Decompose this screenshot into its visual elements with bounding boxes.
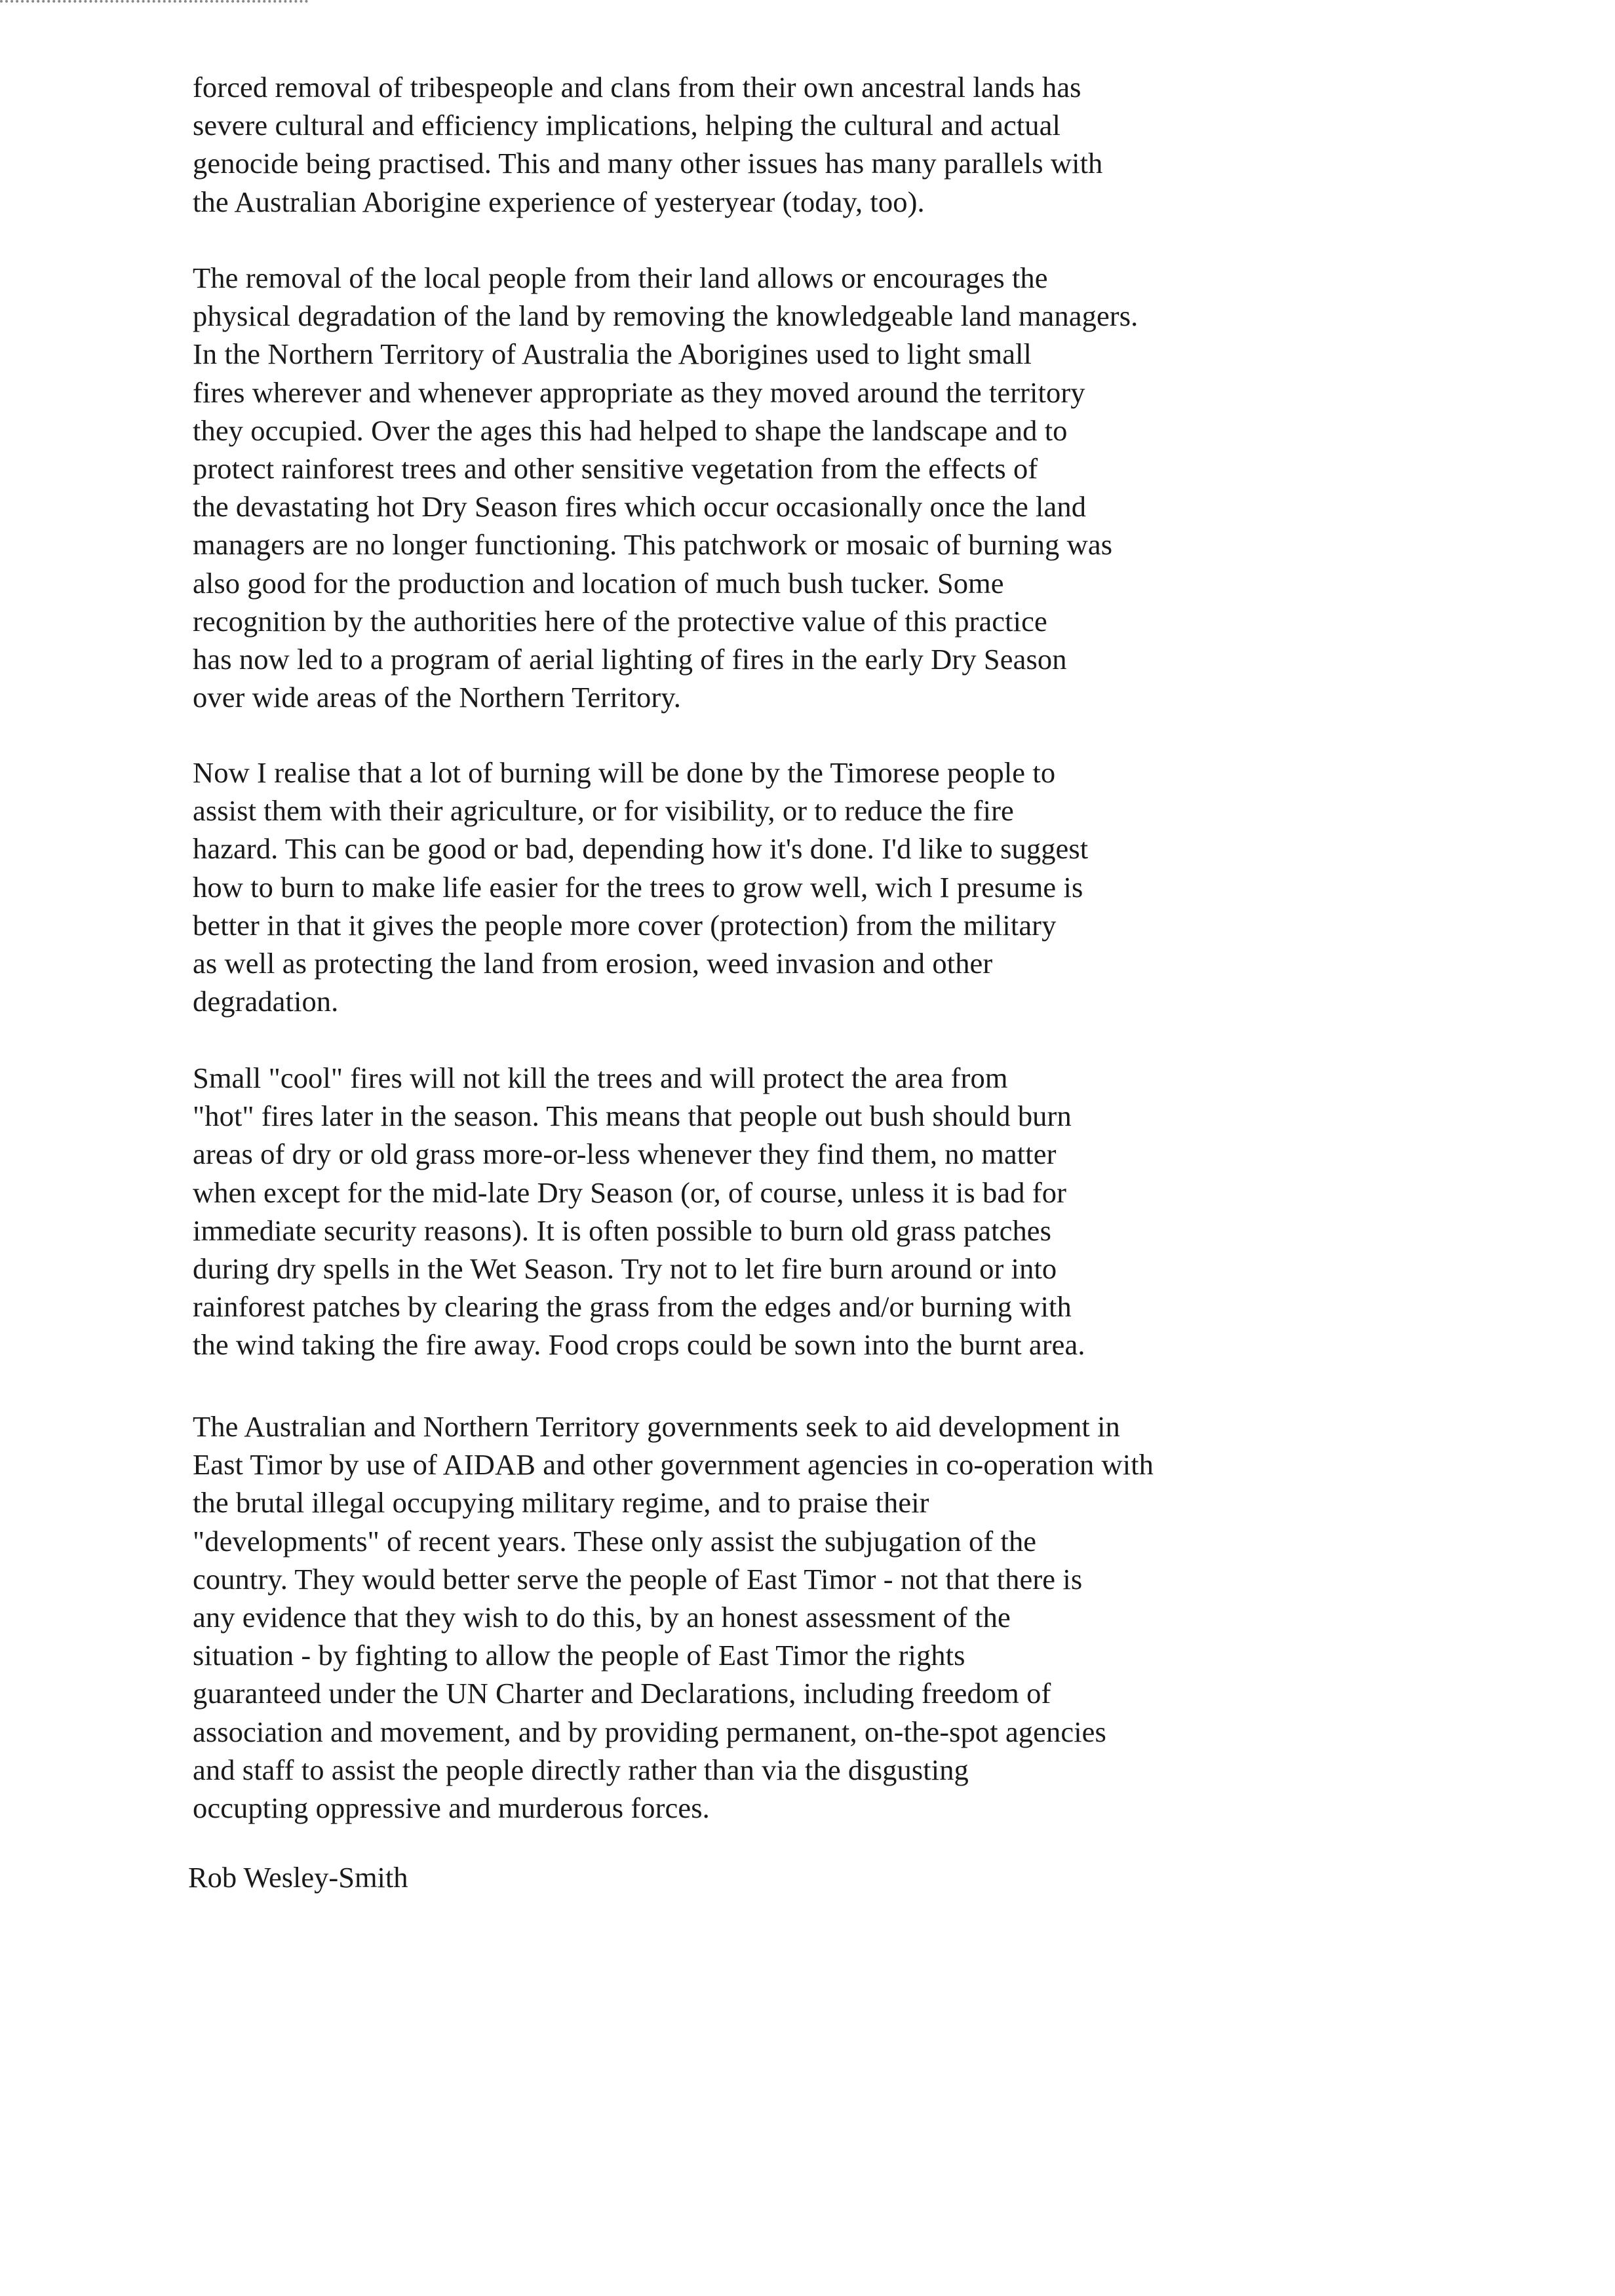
text-line: association and movement, and by providing permanent, on-the-spot agencies — [193, 1715, 1106, 1748]
text-line: forced removal of tribespeople and clans from their own ancestral lands has — [193, 71, 1081, 104]
text-line: during dry spells in the Wet Season. Try not to let fire burn around or into — [193, 1252, 1057, 1286]
scan-artifact — [0, 0, 308, 9]
text-line: the Australian Aborigine experience of yesteryear (today, too). — [193, 185, 925, 218]
text-line: severe cultural and efficiency implications, helping the cultural and actual — [193, 109, 1060, 142]
text-line: any evidence that they wish to do this, by an honest assessment of the — [193, 1601, 1011, 1634]
text-line: when except for the mid-late Dry Season (or, of course, unless it is bad for — [193, 1176, 1067, 1209]
text-line: recognition by the authorities here of the protective value of this practice — [193, 604, 1047, 638]
text-line: over wide areas of the Northern Territory. — [193, 681, 681, 714]
paragraph-4 — [193, 1059, 1085, 1364]
text-line: In the Northern Territory of Australia the Aborigines used to light small — [193, 337, 1032, 371]
text-line: the wind taking the fire away. Food crops could be sown into the burnt area. — [193, 1328, 1085, 1362]
text-line: managers are no longer functioning. This patchwork or mosaic of burning was — [193, 528, 1113, 562]
text-line: Now I realise that a lot of burning will be done by the Timorese people to — [193, 756, 1056, 789]
text-line: better in that it gives the people more cover (protection) from the military — [193, 908, 1057, 942]
text-line: country. They would better serve the people of East Timor - not that there is — [193, 1562, 1083, 1596]
text-line: the brutal illegal occupying military regime, and to praise their — [193, 1486, 929, 1520]
text-line: protect rainforest trees and other sensitive vegetation from the effects of — [193, 452, 1038, 486]
paragraph-1 — [193, 68, 1102, 221]
text-line: also good for the production and location of much bush tucker. Some — [193, 566, 1004, 600]
paragraph-2 — [193, 259, 1138, 716]
text-line: they occupied. Over the ages this had helped to shape the landscape and to — [193, 413, 1068, 447]
text-line: occupting oppressive and murderous forces. — [193, 1791, 710, 1825]
text-line: has now led to a program of aerial lighting of fires in the early Dry Season — [193, 643, 1067, 676]
text-line: physical degradation of the land by removing the knowledgeable land managers. — [193, 299, 1138, 333]
text-line: the devastating hot Dry Season fires which occur occasionally once the land — [193, 490, 1087, 524]
text-line: "hot" fires later in the season. This means that people out bush should burn — [193, 1100, 1072, 1133]
text-line: hazard. This can be good or bad, depending how it's done. I'd like to suggest — [193, 832, 1089, 866]
text-line: immediate security reasons). It is often possible to burn old grass patches — [193, 1214, 1052, 1247]
text-line: degradation. — [193, 985, 339, 1018]
text-line: genocide being practised. This and many other issues has many parallels with — [193, 147, 1103, 180]
signature: Rob Wesley-Smith — [188, 1861, 408, 1894]
text-line: how to burn to make life easier for the trees to grow well, wich I presume is — [193, 870, 1083, 904]
text-line: East Timor by use of AIDAB and other government agencies in co-operation with — [193, 1448, 1154, 1482]
text-line: The Australian and Northern Territory governments seek to aid development in — [193, 1410, 1120, 1443]
text-line: rainforest patches by clearing the grass from the edges and/or burning with — [193, 1290, 1072, 1324]
text-line: areas of dry or old grass more-or-less whenever they find them, no matter — [193, 1138, 1057, 1171]
text-line: assist them with their agriculture, or for visibility, or to reduce the fire — [193, 794, 1014, 828]
text-line: guaranteed under the UN Charter and Declarations, including freedom of — [193, 1677, 1051, 1710]
text-line: and staff to assist the people directly rather than via the disgusting — [193, 1753, 969, 1786]
text-line: fires wherever and whenever appropriate as they moved around the territory — [193, 375, 1085, 409]
text-line: The removal of the local people from their land allows or encourages the — [193, 261, 1048, 294]
text-line: "developments" of recent years. These only assist the subjugation of the — [193, 1524, 1037, 1558]
text-line: situation - by fighting to allow the people of East Timor the rights — [193, 1639, 965, 1672]
paragraph-5 — [193, 1407, 1154, 1827]
text-line: as well as protecting the land from erosion, weed invasion and other — [193, 947, 993, 980]
text-line: Small "cool" fires will not kill the trees and will protect the area from — [193, 1062, 1008, 1094]
paragraph-3 — [193, 754, 1088, 1020]
